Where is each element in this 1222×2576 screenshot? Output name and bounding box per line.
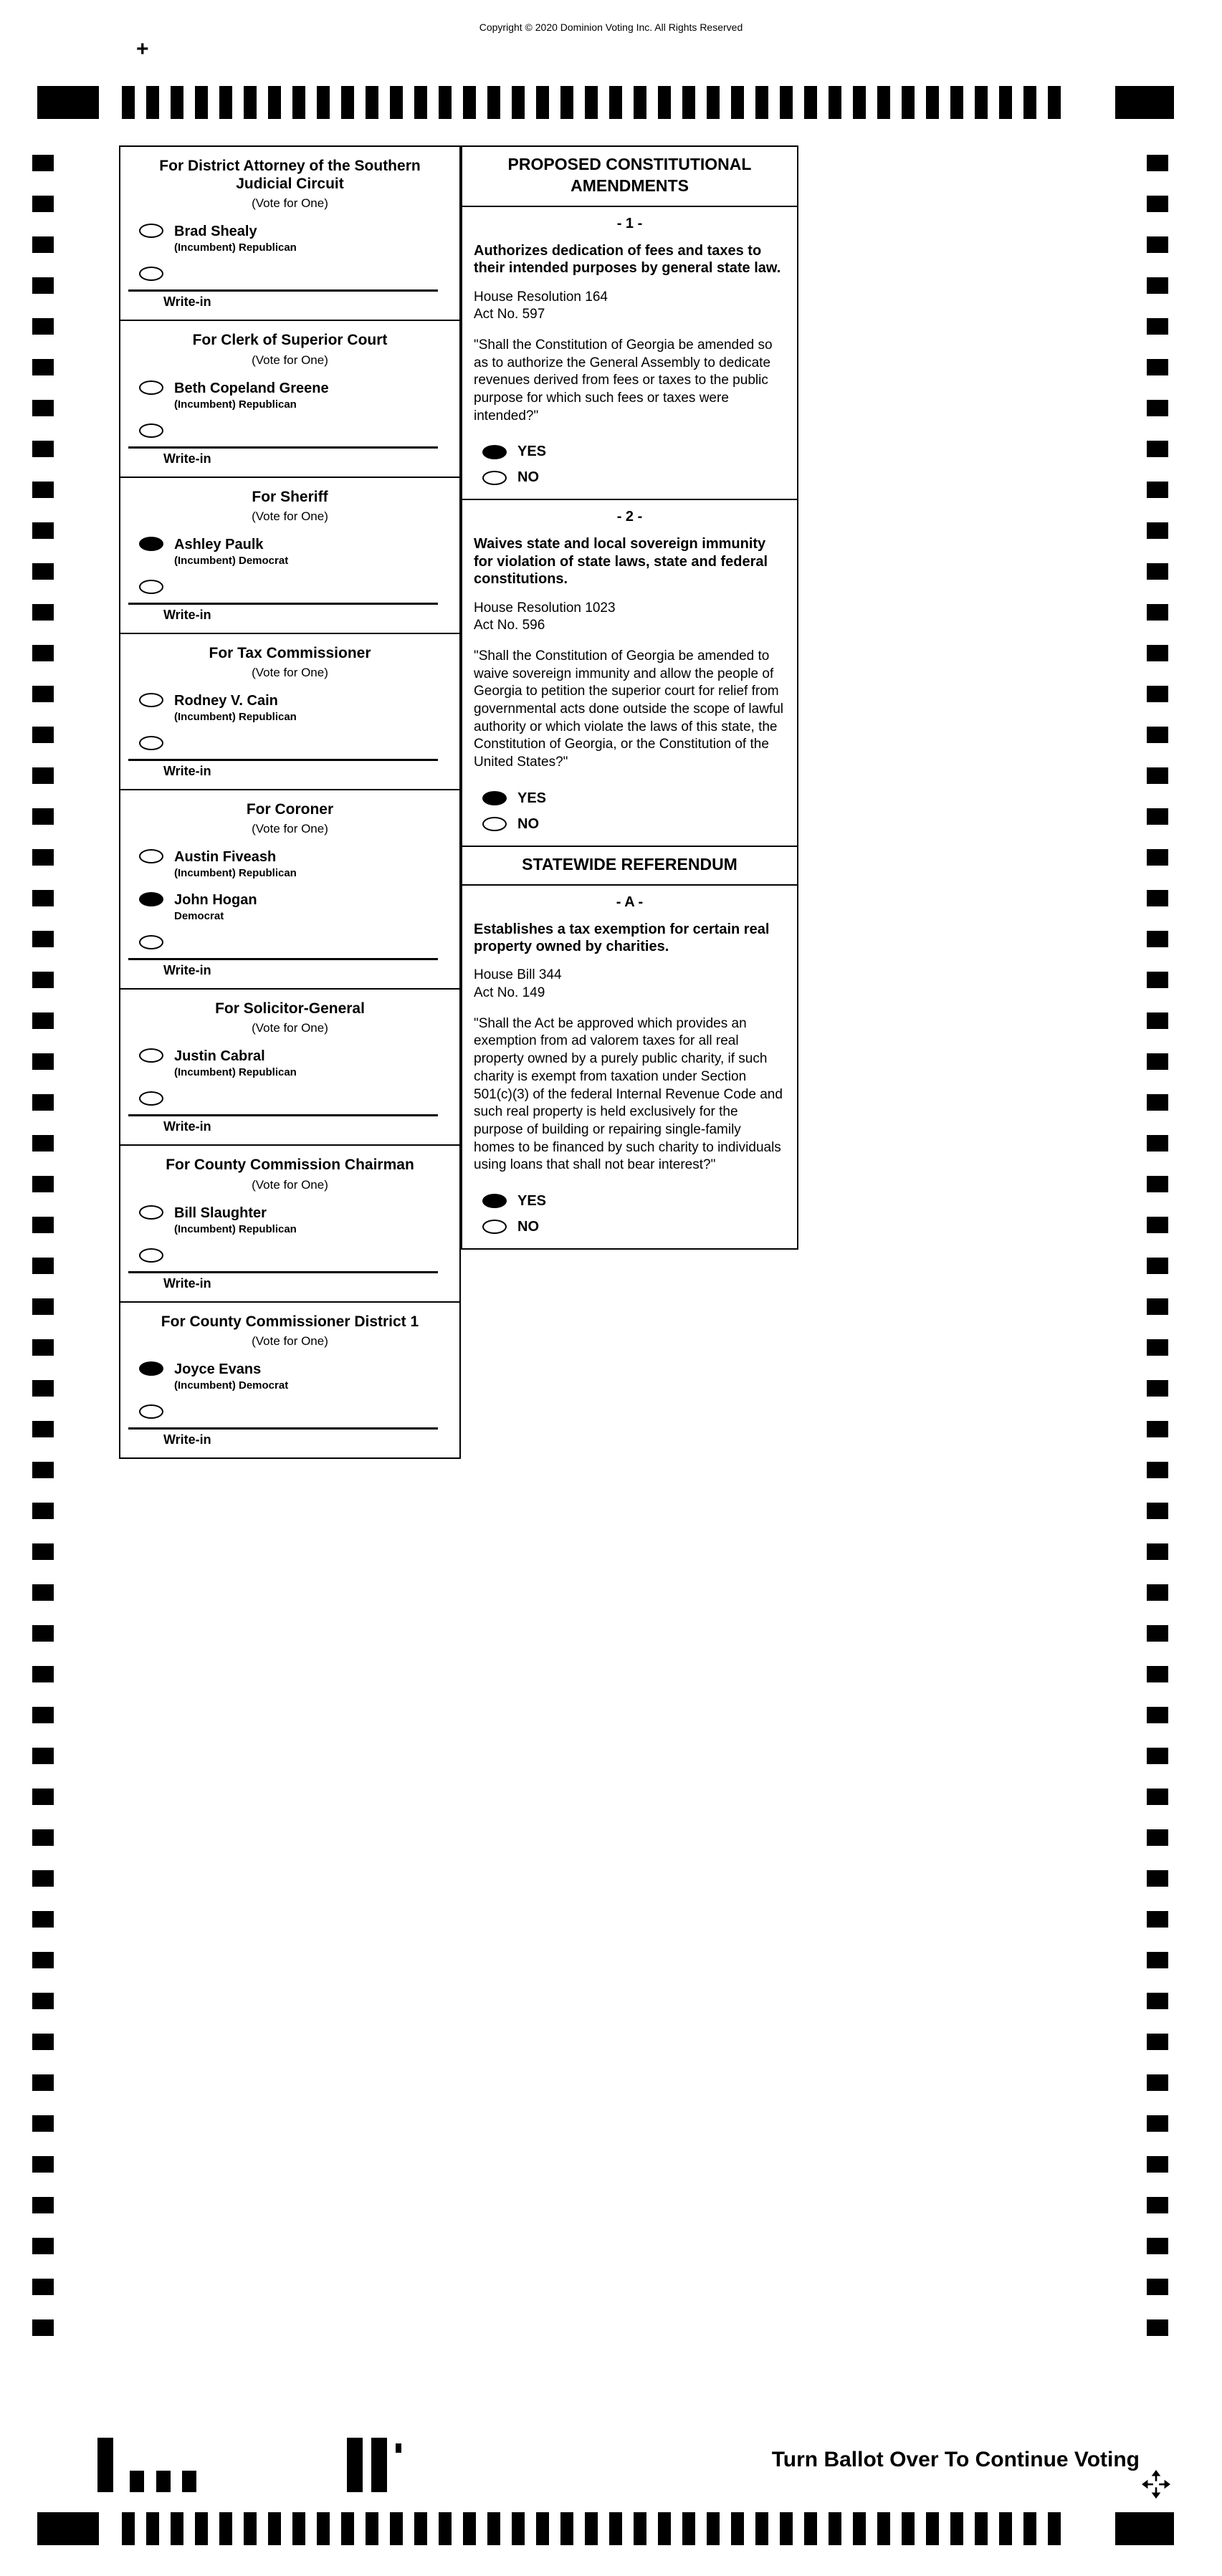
write-in-row <box>120 267 459 281</box>
id-bar <box>130 2471 144 2492</box>
write-in-row <box>120 423 459 438</box>
candidate-name: Beth Copeland Greene <box>174 380 329 396</box>
id-bar <box>371 2438 387 2492</box>
candidate-detail: Democrat <box>174 910 224 923</box>
write-in-label: Write-in <box>163 963 211 978</box>
candidate-text <box>174 1048 297 1078</box>
candidate-oval[interactable] <box>139 224 163 238</box>
candidate-detail: (Incumbent) Republican <box>174 710 297 723</box>
contest-box <box>119 988 461 1146</box>
write-in-line[interactable] <box>128 603 438 605</box>
no-label: NO <box>517 469 539 486</box>
candidate-text <box>174 892 257 922</box>
measure-number: - 1 - <box>616 215 643 231</box>
write-in-oval[interactable] <box>139 935 163 949</box>
yes-oval[interactable] <box>482 445 507 459</box>
candidate-detail: (Incumbent) Democrat <box>174 1379 289 1392</box>
candidate-name: Austin Fiveash <box>174 849 277 866</box>
write-in-row <box>120 1091 459 1106</box>
measure-summary: Establishes a tax exemption for certain real property owned by charities. <box>474 921 770 955</box>
yes-label: YES <box>517 444 547 460</box>
candidate-name: Justin Cabral <box>174 1048 265 1065</box>
contest-instruction: (Vote for One) <box>252 1021 328 1035</box>
candidate-detail: (Incumbent) Republican <box>174 241 297 254</box>
write-in-line[interactable] <box>128 958 438 960</box>
yes-label: YES <box>517 790 547 806</box>
contest-instruction: (Vote for One) <box>252 1334 328 1348</box>
candidate-row <box>120 224 459 254</box>
contest-box <box>119 1144 461 1302</box>
registration-plus-mark: + <box>136 37 149 61</box>
candidate-detail: (Incumbent) Democrat <box>174 554 289 567</box>
timing-marks-top <box>0 86 1222 119</box>
write-in-line[interactable] <box>128 759 438 761</box>
measure-summary: Authorizes dedication of fees and taxes to their intended purposes by general state law. <box>474 242 781 277</box>
write-in-row <box>120 1248 459 1263</box>
contest-box <box>119 789 461 990</box>
candidate-oval[interactable] <box>139 537 163 551</box>
candidate-text <box>174 693 297 723</box>
timing-marks-left <box>32 155 54 2336</box>
yes-choice-row <box>474 1193 786 1210</box>
timing-marks-bottom <box>0 2512 1222 2545</box>
candidate-oval[interactable] <box>139 693 163 707</box>
write-in-oval[interactable] <box>139 580 163 594</box>
candidate-row <box>120 1048 459 1078</box>
measure-reference-line: House Bill 344 <box>474 967 562 983</box>
section-header: PROPOSED CONSTITUTIONAL AMENDMENTS <box>462 147 797 207</box>
write-in-label: Write-in <box>163 451 211 466</box>
write-in-label: Write-in <box>163 1275 211 1291</box>
contest-instruction: (Vote for One) <box>252 353 328 367</box>
id-bar <box>156 2471 171 2492</box>
turn-ballot-over-text: Turn Ballot Over To Continue Voting <box>771 2448 1140 2471</box>
copyright-notice: Copyright © 2020 Dominion Voting Inc. All Rights Reserved <box>479 21 743 33</box>
measure-question: "Shall the Constitution of Georgia be amended so as to authorize the General Assembly to dedicate revenues derived from fees or taxes to the public purpose for which such fees or taxes were intended?" <box>474 337 773 423</box>
timing-block-left <box>37 2512 99 2545</box>
candidate-detail: (Incumbent) Republican <box>174 398 297 411</box>
candidate-oval[interactable] <box>139 892 163 906</box>
contest-title: For Tax Commissioner <box>209 644 371 661</box>
timing-block-left <box>37 86 99 119</box>
candidate-row <box>120 1205 459 1235</box>
candidate-detail: (Incumbent) Republican <box>174 867 297 880</box>
write-in-line[interactable] <box>128 1271 438 1273</box>
write-in-line[interactable] <box>128 446 438 449</box>
measure-reference-line: Act No. 596 <box>474 618 545 633</box>
write-in-label: Write-in <box>163 1432 211 1447</box>
candidate-oval[interactable] <box>139 1205 163 1220</box>
write-in-line[interactable] <box>128 1114 438 1116</box>
four-way-arrow-icon <box>1141 2469 1171 2499</box>
id-bar <box>347 2438 363 2492</box>
timing-marks-right <box>1147 155 1168 2336</box>
candidate-detail: (Incumbent) Republican <box>174 1222 297 1235</box>
contest-instruction: (Vote for One) <box>252 665 328 679</box>
contest-box <box>119 1301 461 1459</box>
write-in-label: Write-in <box>163 763 211 778</box>
write-in-oval[interactable] <box>139 1248 163 1263</box>
measure-number: - A - <box>616 894 644 910</box>
no-oval[interactable] <box>482 1220 507 1234</box>
measure-reference <box>474 967 786 1002</box>
id-bar <box>97 2438 113 2492</box>
measure-reference <box>474 600 786 635</box>
write-in-row <box>120 935 459 949</box>
contest-box <box>119 633 461 790</box>
no-choice-row <box>474 1219 786 1235</box>
candidate-row <box>120 892 459 922</box>
measure-section <box>461 846 798 1250</box>
candidate-text <box>174 224 297 254</box>
measure-question: "Shall the Act be approved which provides an exemption from ad valorem taxes for all real property owned by a purely public charity, if such charity is exempt from taxation under Section 501(c)(3) of the federal Internal Revenue Code and such real property is held exclusively for the purpose of building or repairing single-family homes to be financed by such charity to individuals using loans that shall not bear interest?" <box>474 1015 783 1173</box>
candidate-row <box>120 849 459 879</box>
contest-box <box>119 477 461 634</box>
timing-bars <box>122 2512 1062 2545</box>
timing-bars <box>122 86 1062 119</box>
write-in-label: Write-in <box>163 1119 211 1134</box>
contest-title: For County Commission Chairman <box>166 1157 414 1174</box>
no-label: NO <box>517 1218 539 1235</box>
contest-instruction: (Vote for One) <box>252 509 328 523</box>
candidate-oval[interactable] <box>139 380 163 395</box>
measure-reference-line: House Resolution 1023 <box>474 600 616 616</box>
measure-summary: Waives state and local sovereign immunity for violation of state laws, state and federal constitutions. <box>474 536 768 588</box>
candidate-text <box>174 1361 288 1392</box>
measure-number: - 2 - <box>616 509 643 525</box>
contest-title: For County Commissioner District 1 <box>161 1313 419 1330</box>
write-in-oval[interactable] <box>139 1404 163 1419</box>
yes-choice-row <box>474 790 786 807</box>
candidate-name: Bill Slaughter <box>174 1205 267 1221</box>
contest-instruction: (Vote for One) <box>252 822 328 836</box>
contest-instruction: (Vote for One) <box>252 1177 328 1192</box>
write-in-row <box>120 580 459 594</box>
candidate-text <box>174 849 297 879</box>
write-in-oval[interactable] <box>139 267 163 281</box>
measure-question: "Shall the Constitution of Georgia be amended to waive sovereign immunity and allow the people of Georgia to petition the superior court for relief from governmental acts done outside the scope of lawful authority or which violate the laws of this state, the Constitution of Georgia, or the Constitution of the United States?" <box>474 648 783 770</box>
candidate-row <box>120 537 459 567</box>
small-print-mark <box>396 2443 401 2453</box>
no-choice-row <box>474 816 786 833</box>
write-in-oval[interactable] <box>139 423 163 438</box>
contest-box <box>119 145 461 321</box>
write-in-oval[interactable] <box>139 1091 163 1106</box>
candidate-detail: (Incumbent) Republican <box>174 1066 297 1079</box>
candidate-oval[interactable] <box>139 849 163 863</box>
contest-box <box>119 320 461 477</box>
write-in-line[interactable] <box>128 289 438 292</box>
no-choice-row <box>474 469 786 486</box>
no-oval[interactable] <box>482 817 507 831</box>
write-in-label: Write-in <box>163 607 211 622</box>
measure-reference <box>474 289 786 324</box>
ballot-id-marks <box>97 2438 427 2495</box>
candidate-oval[interactable] <box>139 1361 163 1376</box>
measure-reference-line: Act No. 597 <box>474 307 545 322</box>
write-in-label: Write-in <box>163 295 211 310</box>
candidate-name: Brad Shealy <box>174 224 257 240</box>
candidate-oval[interactable] <box>139 1048 163 1063</box>
ballot-measure <box>462 499 797 845</box>
candidate-name: Ashley Paulk <box>174 536 264 552</box>
contests-column <box>119 147 461 1459</box>
contest-title: For Sheriff <box>252 488 328 505</box>
measures-column <box>461 147 798 1250</box>
yes-choice-row <box>474 444 786 460</box>
candidate-row <box>120 1361 459 1392</box>
id-bar <box>182 2471 196 2492</box>
ballot-measure <box>462 894 797 1248</box>
contest-title: For Solicitor-General <box>215 1000 365 1018</box>
no-oval[interactable] <box>482 471 507 485</box>
contest-title: For Clerk of Superior Court <box>192 332 388 349</box>
write-in-row <box>120 1404 459 1419</box>
yes-oval[interactable] <box>482 1194 507 1208</box>
measure-reference-line: Act No. 149 <box>474 985 545 1001</box>
contest-instruction: (Vote for One) <box>252 196 328 211</box>
section-header: STATEWIDE REFERENDUM <box>462 847 797 886</box>
candidate-name: John Hogan <box>174 892 257 909</box>
candidate-text <box>174 537 288 567</box>
candidate-name: Joyce Evans <box>174 1361 262 1377</box>
candidate-text <box>174 1205 297 1235</box>
candidate-name: Rodney V. Cain <box>174 692 278 709</box>
yes-oval[interactable] <box>482 791 507 805</box>
measure-section <box>461 145 798 847</box>
contest-title: For Coroner <box>246 800 334 818</box>
timing-block-right <box>1115 2512 1174 2545</box>
write-in-oval[interactable] <box>139 736 163 750</box>
ballot-measure <box>462 216 797 499</box>
write-in-line[interactable] <box>128 1427 438 1430</box>
measure-reference-line: House Resolution 164 <box>474 289 608 305</box>
no-label: NO <box>517 815 539 832</box>
candidate-text <box>174 380 329 411</box>
write-in-row <box>120 736 459 750</box>
candidate-row <box>120 380 459 411</box>
contest-title: For District Attorney of the Southern Judicial Circuit <box>159 158 421 193</box>
candidate-row <box>120 693 459 723</box>
yes-label: YES <box>517 1192 547 1209</box>
timing-block-right <box>1115 86 1174 119</box>
